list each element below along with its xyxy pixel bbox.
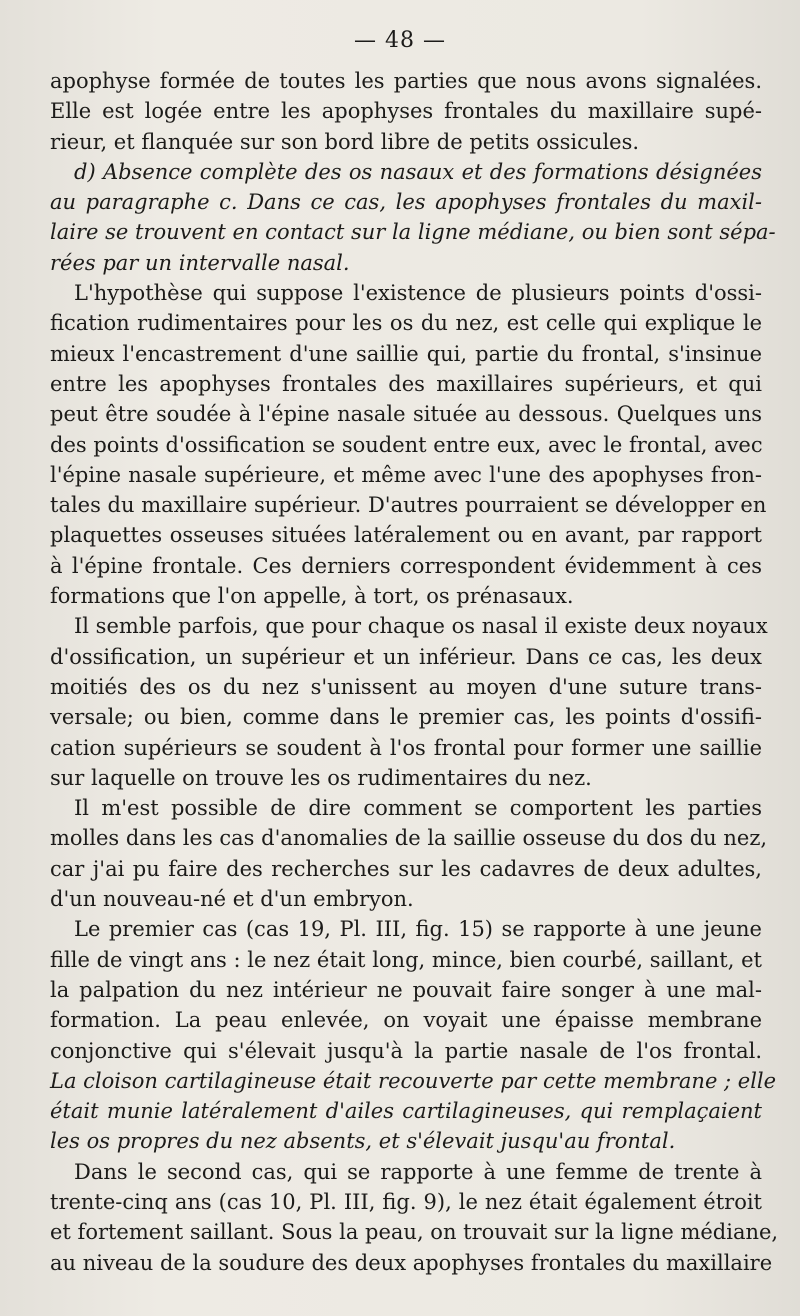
text-line: Le premier cas (cas 19, Pl. III, fig. 15) se rapporte à une jeune xyxy=(74,917,762,942)
text-line: trente-cinq ans (cas 10, Pl. III, fig. 9), le nez était également étroit xyxy=(50,1189,762,1214)
text-line: tales du maxillaire supérieur. D'autres pourraient se développer en xyxy=(50,493,767,518)
text-line: Il semble parfois, que pour chaque os nasal il existe deux noyaux xyxy=(74,614,768,639)
text-line: Il m'est possible de dire comment se comportent les parties xyxy=(74,796,762,821)
text-line: au niveau de la soudure des deux apophyses frontales du maxillaire xyxy=(50,1250,773,1275)
text-line: Dans le second cas, qui se rapporte à une femme de trente à xyxy=(74,1159,762,1184)
page-number: — 48 — xyxy=(354,28,446,53)
text-line: fication rudimentaires pour les os du nez, est celle qui explique le xyxy=(50,311,762,336)
text-line: la palpation du nez intérieur ne pouvait faire songer à une mal- xyxy=(50,977,762,1002)
text-line: conjonctive qui s'élevait jusqu'à la partie nasale de l'os frontal. xyxy=(50,1038,762,1063)
text-line: moitiés des os du nez s'unissent au moyen d'une suture trans- xyxy=(50,674,762,699)
text-line: Elle est logée entre les apophyses frontales du maxillaire supé- xyxy=(50,99,762,124)
text-line: formation. La peau enlevée, on voyait une épaisse membrane xyxy=(50,1008,762,1033)
text-line: des points d'ossification se soudent entre eux, avec le frontal, avec xyxy=(50,432,763,457)
paragraph xyxy=(50,611,768,793)
text-line: rieur, et flanquée sur son bord libre de petits ossicules. xyxy=(50,129,640,154)
text-line: d'un nouveau-né et d'un embryon. xyxy=(50,887,414,912)
paragraph xyxy=(50,1157,779,1278)
paragraph xyxy=(50,66,762,157)
text-line: peut être soudée à l'épine nasale située au dessous. Quelques uns xyxy=(50,402,762,427)
text-line: plaquettes osseuses situées latéralement ou en avant, par rapport xyxy=(50,523,762,548)
paragraph xyxy=(50,793,768,914)
text-line: laire se trouvent en contact sur la ligne médiane, ou bien sont sépa- xyxy=(50,220,776,245)
paragraph xyxy=(50,914,777,1156)
text-line: molles dans les cas d'anomalies de la saillie osseuse du dos du nez, xyxy=(50,826,768,851)
text-line: l'épine nasale supérieure, et même avec l'une des apophyses fron- xyxy=(50,462,762,487)
text-line: cation supérieurs se soudent à l'os frontal pour former une saillie xyxy=(50,735,762,760)
page-body-text xyxy=(50,66,779,1278)
text-line: rées par un intervalle nasal. xyxy=(50,250,350,275)
text-line: formations que l'on appelle, à tort, os prénasaux. xyxy=(50,584,574,609)
text-line: apophyse formée de toutes les parties que nous avons signalées. xyxy=(50,69,762,93)
text-line: La cloison cartilagineuse était recouverte par cette membrane ; elle xyxy=(50,1068,777,1093)
text-line: d'ossification, un supérieur et un inférieur. Dans ce cas, les deux xyxy=(50,644,762,669)
paragraph xyxy=(50,157,776,278)
text-line: d) Absence complète des os nasaux et des formations désignées xyxy=(74,159,762,184)
text-line: les os propres du nez absents, et s'élevait jusqu'au frontal. xyxy=(50,1129,676,1154)
text-line: entre les apophyses frontales des maxillaires supérieurs, et qui xyxy=(50,371,762,396)
text-line: était munie latéralement d'ailes cartilagineuses, qui remplaçaient xyxy=(50,1099,762,1124)
paragraph xyxy=(50,278,767,611)
text-line: fille de vingt ans : le nez était long, mince, bien courbé, saillant, et xyxy=(50,947,762,972)
text-line: et fortement saillant. Sous la peau, on trouvait sur la ligne médiane, xyxy=(50,1220,779,1245)
text-line: au paragraphe c. Dans ce cas, les apophyses frontales du maxil- xyxy=(50,190,762,215)
text-line: sur laquelle on trouve les os rudimentaires du nez. xyxy=(50,765,592,790)
text-line: car j'ai pu faire des recherches sur les cadavres de deux adultes, xyxy=(50,856,762,881)
text-line: à l'épine frontale. Ces derniers correspondent évidemment à ces xyxy=(50,553,762,578)
text-line: mieux l'encastrement d'une saillie qui, partie du frontal, s'insinue xyxy=(50,341,762,366)
text-line: L'hypothèse qui suppose l'existence de plusieurs points d'ossi- xyxy=(74,281,762,306)
text-line: versale; ou bien, comme dans le premier cas, les points d'ossifi- xyxy=(50,705,762,730)
